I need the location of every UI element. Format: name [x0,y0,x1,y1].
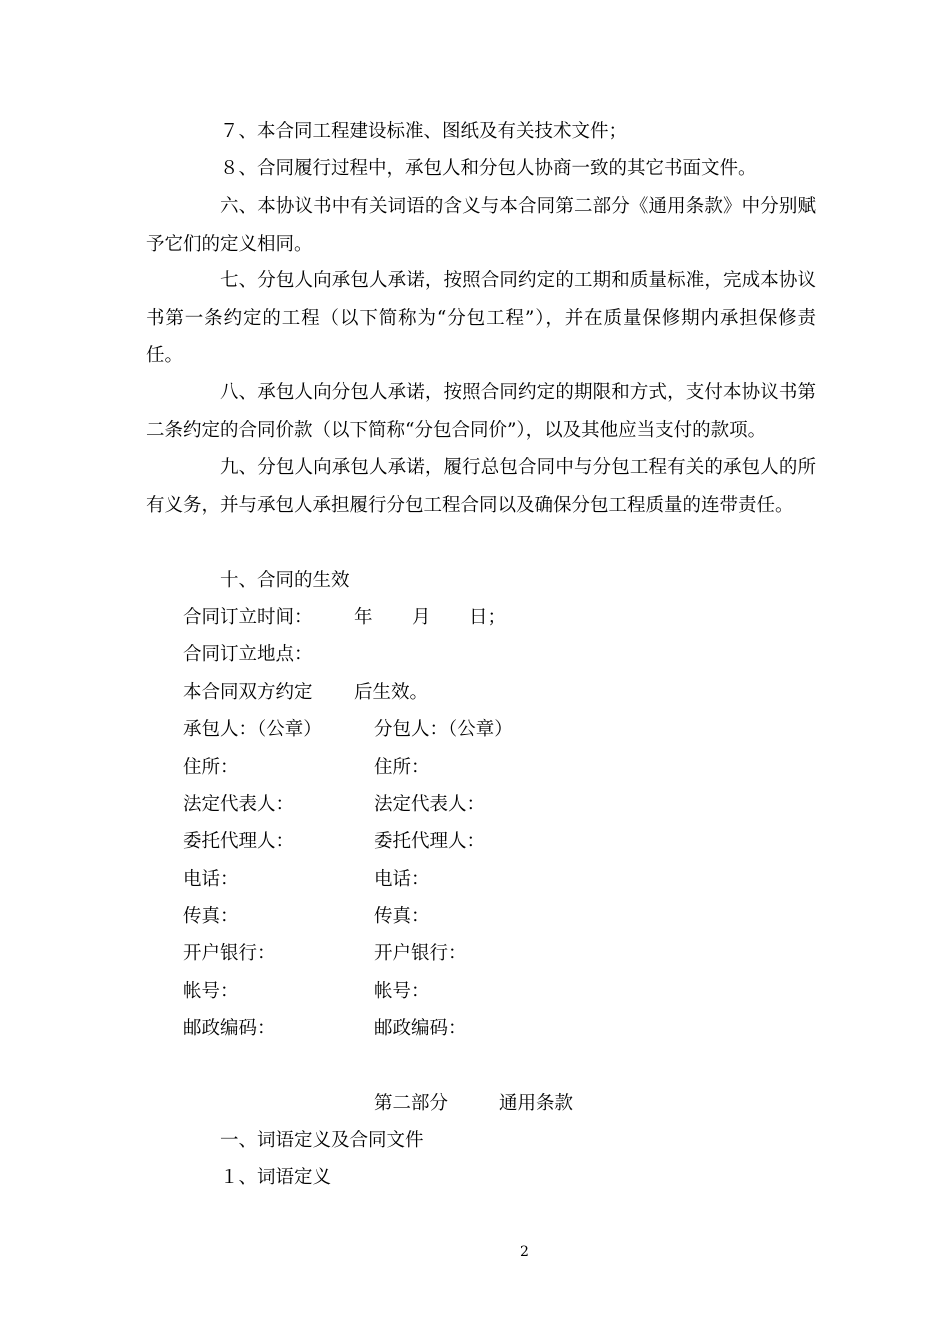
contractor-seal-label: 承包人：（公章） [183,719,322,740]
clause-nine: 九、分包人向承包人承诺，履行总包合同中与分包工程有关的承包人的所有义务，并与承包人承担履行分包工程合同以及确保分包工程质量的连带责任。 [146,457,816,516]
subcontractor-agent-label: 委托代理人： [374,831,486,852]
part-two-title: 通用条款 [499,1093,574,1114]
contractor-account-label: 帐号： [183,981,239,1002]
signing-place-label: 合同订立地点： [183,644,313,665]
contractor-legal-rep-label: 法定代表人： [183,794,295,815]
contractor-agent-label: 委托代理人： [183,831,295,852]
clause-eight: 八、承包人向分包人承诺，按照合同约定的期限和方式，支付本协议书第二条约定的合同价款（以下简称“分包合同价”），以及其他应当支付的款项。 [146,382,816,441]
subcontractor-postcode-label: 邮政编码： [374,1018,467,1039]
subcontractor-address-label: 住所： [374,757,430,778]
contractor-bank-label: 开户银行： [183,943,276,964]
subcontractor-legal-rep-label: 法定代表人： [374,794,486,815]
clause-ten: 十、合同的生效 [220,570,350,591]
page-number: 2 [520,1244,529,1260]
signing-month: 月 [412,607,431,628]
clause-seven: 七、分包人向承包人承诺，按照合同约定的工期和质量标准，完成本协议书第一条约定的工程（以下简称为“分包工程”），并在质量保修期内承担保修责任。 [146,270,816,366]
subsection-one-heading: １、词语定义 [220,1167,332,1188]
effective-agreement-prefix: 本合同双方约定 [183,682,313,703]
contractor-phone-label: 电话： [183,869,239,890]
subcontractor-seal-label: 分包人：（公章） [374,719,513,740]
contractor-address-label: 住所： [183,757,239,778]
subcontractor-account-label: 帐号： [374,981,430,1002]
subcontractor-phone-label: 电话： [374,869,430,890]
item-7: ７、本合同工程建设标准、图纸及有关技术文件； [220,121,628,142]
part-two-label: 第二部分 [374,1093,449,1114]
section-one-heading: 一、词语定义及合同文件 [220,1130,424,1151]
signing-year: 年 [354,607,373,628]
subcontractor-fax-label: 传真： [374,906,430,927]
signing-day: 日； [469,607,507,628]
item-8: ８、合同履行过程中，承包人和分包人协商一致的其它书面文件。 [220,158,757,179]
effective-agreement-suffix: 后生效。 [354,682,429,703]
clause-six: 六、本协议书中有关词语的含义与本合同第二部分《通用条款》中分别赋予它们的定义相同。 [146,196,816,255]
signing-time-label: 合同订立时间： [183,607,313,628]
contractor-postcode-label: 邮政编码： [183,1018,276,1039]
subcontractor-bank-label: 开户银行： [374,943,467,964]
contractor-fax-label: 传真： [183,906,239,927]
